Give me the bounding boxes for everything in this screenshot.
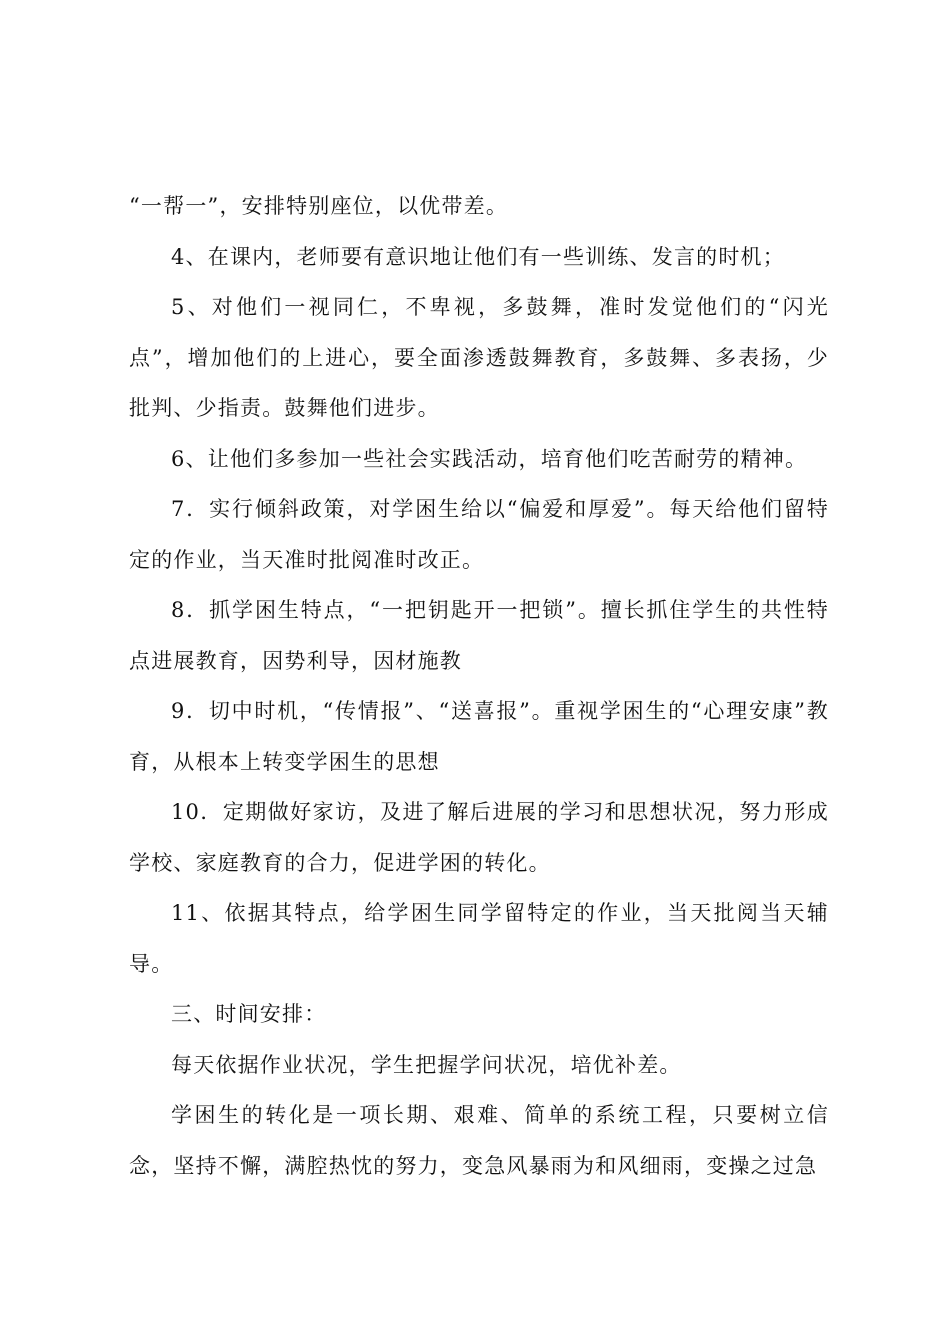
document-body — [129, 181, 829, 1191]
paragraph-1: “一帮一”，安排特别座位，以优带差。 — [129, 194, 509, 218]
paragraph-10: 每天依据作业状况，学生把握学问状况，培优补差。 — [171, 1052, 682, 1077]
paragraph-9: 11、依据其特点，给学困生同学留特定的作业，当天批阅当天辅导。 — [129, 901, 829, 976]
paragraph-4: 6、让他们多参加一些社会实践活动，培育他们吃苦耐劳的精神。 — [171, 446, 808, 471]
paragraph-3: 5、对他们一视同仁，不卑视，多鼓舞，准时发觉他们的“闪光点”，增加他们的上进心，要全面渗透鼓舞教育，多鼓舞、多表扬，少批判、少指责。鼓舞他们进步。 — [129, 295, 829, 420]
paragraph-8: 10．定期做好家访，及进了解后进展的学习和思想状况，努力形成学校、家庭教育的合力，促进学困的转化。 — [129, 800, 829, 875]
paragraph-7: 9．切中时机，“传情报”、“送喜报”。重视学困生的“心理安康”教育，从根本上转变学困生的思想 — [129, 699, 829, 774]
paragraph-2: 4、在课内，老师要有意识地让他们有一些训练、发言的时机； — [171, 244, 785, 269]
paragraph-6: 8．抓学困生特点，“一把钥匙开一把锁”。擅长抓住学生的共性特点进展教育，因势利导，因材施教 — [129, 598, 829, 673]
paragraph-5: 7．实行倾斜政策，对学困生给以“偏爱和厚爱”。每天给他们留特定的作业，当天准时批阅准时改正。 — [129, 497, 829, 572]
section-heading: 三、时间安排： — [171, 1002, 327, 1026]
paragraph-11: 学困生的转化是一项长期、艰难、简单的系统工程，只要树立信念，坚持不懈，满腔热忱的努力，变急风暴雨为和风细雨，变操之过急 — [129, 1103, 829, 1178]
